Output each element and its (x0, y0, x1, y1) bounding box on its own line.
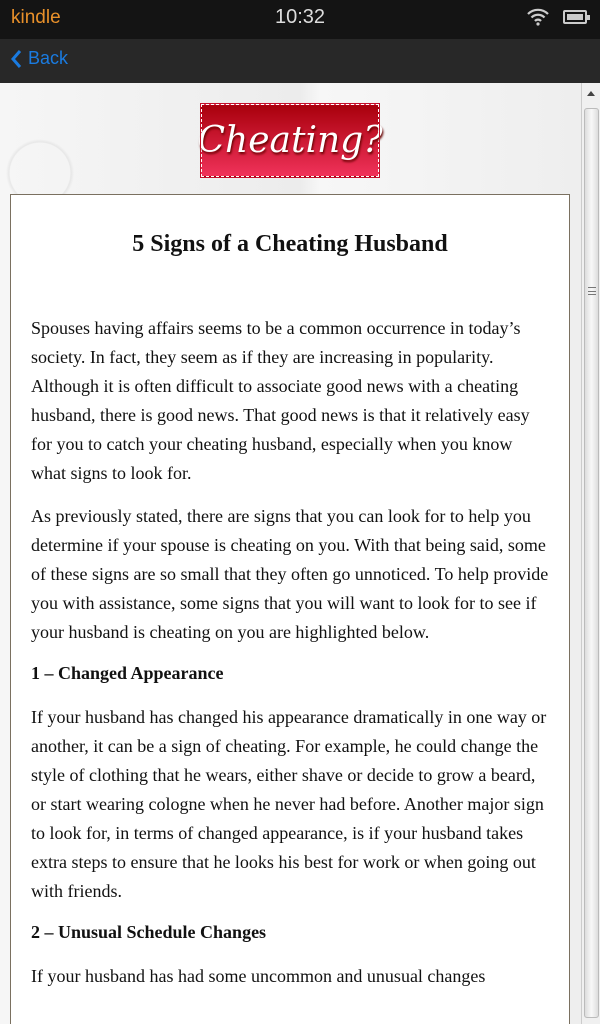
wifi-icon (526, 7, 550, 27)
article-title: 5 Signs of a Cheating Husband (132, 231, 448, 257)
nav-bar (0, 39, 600, 83)
paragraph: If your husband has had some uncommon and unusual changes (31, 966, 486, 986)
paragraph: If your husband has changed his appearance dramatically in one way or another, it can be a sign of cheating. For example, he could change the style of clothing that he wears, either shave or decide to grow a beard, or start wearing cologne when he never had before. Another major sign to look for, in terms of changed appearance, is if your husband takes extra steps to ensure that he looks his best for work or when going out with friends. (31, 707, 547, 901)
paragraph: Spouses having affairs seems to be a common occurrence in today’s society. In fact, they seem as if they are increasing in popularity. Although it is often difficult to associate good news with a cheating husband, there is good news. That good news is that it relatively easy for you to catch your cheating husband, especially when you know what signs to look for. (31, 318, 530, 483)
chevron-left-icon (10, 49, 22, 69)
battery-icon (563, 10, 587, 24)
article-card (10, 194, 570, 1024)
status-bar (0, 0, 600, 39)
scrollbar[interactable] (581, 83, 600, 1024)
clock: 10:32 (274, 6, 326, 28)
scrollbar-thumb[interactable] (584, 108, 599, 1018)
back-button[interactable] (10, 48, 68, 69)
paragraph: As previously stated, there are signs that you can look for to help you determine if your spouse is cheating on you. With that being said, some of these signs are so small that they often go unnoticed. To help provide you with assistance, some signs that you will want to look for to see if your husband is cheating on you are highlighted below. (31, 506, 549, 642)
section-heading: 1 – Changed Appearance (31, 663, 224, 683)
scroll-up-arrow-icon[interactable] (587, 91, 595, 96)
cheating-logo: Cheating? (201, 104, 379, 177)
page-content (0, 83, 581, 1024)
kindle-label: kindle (11, 7, 61, 28)
grip-icon (588, 287, 596, 295)
back-label: Back (28, 48, 69, 68)
section-heading: 2 – Unusual Schedule Changes (31, 922, 267, 942)
